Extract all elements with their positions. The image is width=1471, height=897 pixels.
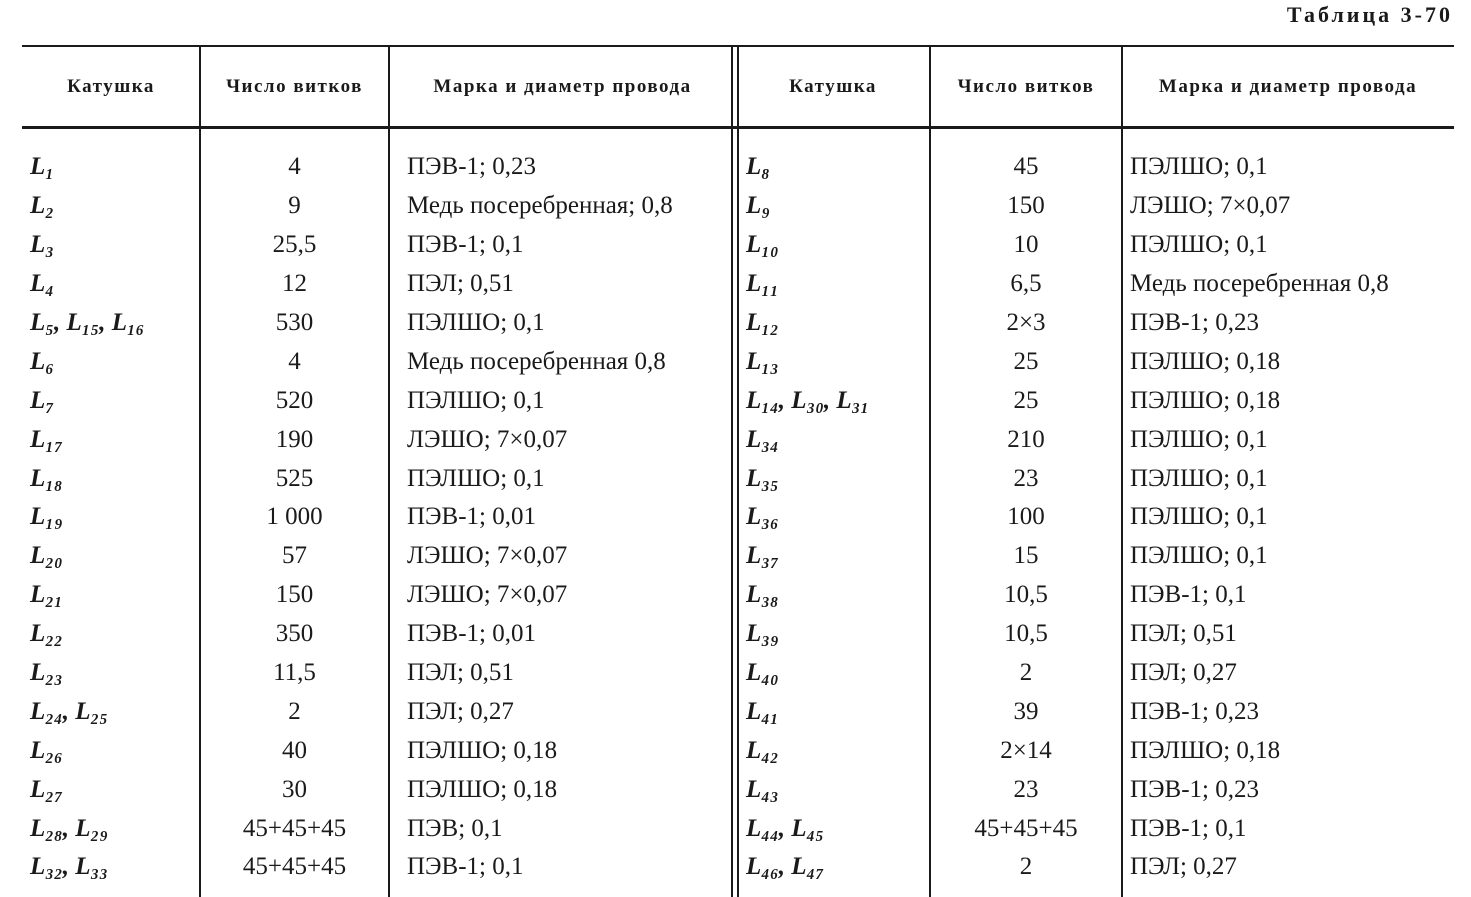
turns-cell: 10,5 [1004,620,1048,648]
wire-cell: ПЭВ-1; 0,23 [1130,697,1260,725]
wire-cell: ЛЭШО; 7×0,07 [407,581,568,609]
coil-cell: L₄ [30,270,54,298]
turns-cell: 45+45+45 [242,814,347,842]
coil-cell: L₃₇ [746,542,779,570]
coil-cell: L₄₁ [746,697,779,725]
coil-cell: L₃₄ [746,425,779,453]
wire-cell: Медь посеребренная 0,8 [1130,270,1389,298]
turns-cell: 2×14 [1000,736,1052,764]
table-number-label: Таблица 3-70 [1286,2,1453,27]
wire-cell: ПЭЛШО; 0,18 [1130,347,1281,375]
coil-cell: L₃₉ [746,620,779,648]
coil-cell: L₅, L₁₅, L₁₆ [30,309,145,336]
coil-cell: L₁₃ [746,347,779,375]
turns-cell: 30 [282,775,307,803]
coil-cell: L₁₀ [746,231,779,259]
coil-cell: L₂₀ [30,542,63,570]
wire-cell: ПЭВ-1; 0,1 [407,853,524,881]
coil-cell: L₁₂ [746,309,779,336]
turns-cell: 10 [1013,231,1039,259]
wire-cell: ПЭЛ; 0,27 [407,697,514,725]
header-coil: Катушка [67,76,155,97]
turns-cell: 39 [1013,697,1039,725]
coil-cell: L₂₃ [30,659,63,687]
turns-cell: 4 [288,347,301,375]
wire-cell: Медь посеребренная 0,8 [407,347,666,375]
wire-cell: ПЭЛШО; 0,1 [1130,153,1268,181]
table-body [22,148,1454,887]
turns-cell: 2 [1019,853,1033,881]
table-row [22,654,1454,693]
turns-cell: 11,5 [273,659,316,687]
turns-cell: 210 [1007,425,1045,453]
wire-cell: ПЭЛШО; 0,1 [1130,425,1268,453]
turns-cell: 530 [275,309,314,336]
wire-cell: ПЭЛШО; 0,1 [407,386,545,414]
wire-cell: ПЭВ-1; 0,23 [1130,309,1260,336]
coil-cell: L₂₂ [30,620,63,648]
coil-cell: L₈ [746,153,770,181]
turns-cell: 150 [1007,192,1045,220]
wire-cell: ПЭЛШО; 0,1 [1130,464,1268,492]
table-row [22,342,1454,381]
table-row [22,498,1454,537]
wire-cell: ПЭЛШО; 0,1 [1130,231,1268,259]
turns-cell: 25 [1013,347,1039,375]
table-row [22,420,1454,459]
turns-cell: 2 [1019,659,1033,687]
wire-cell: ЛЭШО; 7×0,07 [407,425,568,453]
turns-cell: 25 [1013,386,1039,414]
wire-cell: ПЭЛШО; 0,1 [1130,503,1268,531]
coil-cell: L₂₁ [30,581,63,609]
table-row [22,304,1454,343]
wire-cell: Медь посеребренная; 0,8 [407,192,673,220]
table-row [22,381,1454,420]
coil-cell: L₃₈ [746,581,779,609]
header-coil: Катушка [789,76,877,97]
wire-cell: ПЭВ-1; 0,01 [407,620,537,648]
turns-cell: 190 [275,425,314,453]
coil-cell: L₁₄, L₃₀, L₃₁ [746,386,870,414]
wire-cell: ПЭВ-1; 0,01 [407,503,537,531]
wire-cell: ПЭВ-1; 0,1 [1130,814,1247,842]
turns-cell: 2×3 [1006,309,1046,336]
coil-cell: L₁ [30,153,54,181]
turns-cell: 150 [275,581,314,609]
coil-cell: L₁₇ [30,425,63,453]
wire-cell: ЛЭШО; 7×0,07 [1130,192,1291,220]
table-row [22,848,1454,887]
table-row [22,187,1454,226]
wire-cell: ПЭВ-1; 0,1 [1130,581,1247,609]
turns-cell: 1 000 [266,503,323,531]
turns-cell: 23 [1013,464,1039,492]
wire-cell: ПЭЛ; 0,51 [407,659,514,687]
turns-cell: 350 [275,620,314,648]
coil-cell: L₄₃ [746,775,779,803]
turns-cell: 15 [1013,542,1039,570]
table-row [22,576,1454,615]
table-row [22,731,1454,770]
turns-cell: 12 [282,270,307,298]
wire-cell: ПЭВ-1; 0,23 [407,153,537,181]
wire-cell: ПЭЛШО; 0,18 [1130,386,1281,414]
coil-cell: L₄₄, L₄₅ [746,814,824,842]
wire-cell: ПЭЛ; 0,51 [1130,620,1237,648]
turns-cell: 45 [1013,153,1039,181]
coil-cell: L₁₈ [30,464,63,492]
header-wire: Марка и диаметр провода [1158,76,1418,97]
wire-cell: ПЭЛШО; 0,1 [1130,542,1268,570]
wire-cell: ПЭЛШО; 0,1 [407,464,545,492]
table-row [22,615,1454,654]
coil-cell: L₆ [30,347,54,375]
coil-cell: L₁₁ [746,270,779,298]
coil-cell: L₉ [746,192,770,220]
coil-cell: L₄₆, L₄₇ [746,853,824,881]
header-wire: Марка и диаметр провода [433,76,692,97]
turns-cell: 25,5 [272,231,317,259]
turns-cell: 525 [275,464,314,492]
table-row [22,148,1454,187]
table-row [22,770,1454,809]
coil-cell: L₂₈, L₂₉ [30,814,108,842]
turns-cell: 40 [282,736,307,764]
wire-cell: ПЭЛ; 0,27 [1130,853,1237,881]
turns-cell: 4 [288,153,301,181]
coil-cell: L₂₄, L₂₅ [30,697,108,725]
wire-cell: ПЭЛШО; 0,18 [1130,736,1281,764]
wire-cell: ПЭВ; 0,1 [407,814,503,842]
coil-cell: L₃₂, L₃₃ [30,853,108,881]
wire-cell: ПЭЛШО; 0,18 [407,736,558,764]
table-row [22,226,1454,265]
turns-cell: 10,5 [1004,581,1048,609]
coil-cell: L₂₇ [30,775,63,803]
turns-cell: 57 [282,542,307,570]
wire-cell: ПЭВ-1; 0,23 [1130,775,1260,803]
wire-cell: ПЭВ-1; 0,1 [407,231,524,259]
turns-cell: 520 [275,386,314,414]
coil-cell: L₄₂ [746,736,779,764]
turns-cell: 45+45+45 [974,814,1078,842]
coil-cell: L₃₆ [746,503,779,531]
wire-cell: ПЭЛ; 0,27 [1130,659,1237,687]
wire-cell: ПЭЛ; 0,51 [407,270,514,298]
table-row [22,459,1454,498]
coil-cell: L₄₀ [746,659,779,687]
wire-cell: ПЭЛШО; 0,18 [407,775,558,803]
turns-cell: 23 [1013,775,1039,803]
turns-cell: 45+45+45 [242,853,347,881]
coil-cell: L₁₉ [30,503,63,531]
header-turns: Число витков [957,76,1095,97]
turns-cell: 100 [1007,503,1045,531]
table-row [22,537,1454,576]
coil-cell: L₇ [30,386,54,414]
turns-cell: 6,5 [1010,270,1042,298]
table-row [22,809,1454,848]
table-row [22,265,1454,304]
turns-cell: 9 [288,192,301,220]
turns-cell: 2 [288,697,301,725]
table-header [22,48,1454,126]
coil-cell: L₃ [30,231,54,259]
table-row [22,692,1454,731]
coil-cell: L₂₆ [30,736,63,764]
wire-cell: ПЭЛШО; 0,1 [407,309,545,336]
wire-cell: ЛЭШО; 7×0,07 [407,542,568,570]
coil-cell: L₃₅ [746,464,779,492]
coil-cell: L₂ [30,192,54,220]
header-turns: Число витков [226,76,363,97]
